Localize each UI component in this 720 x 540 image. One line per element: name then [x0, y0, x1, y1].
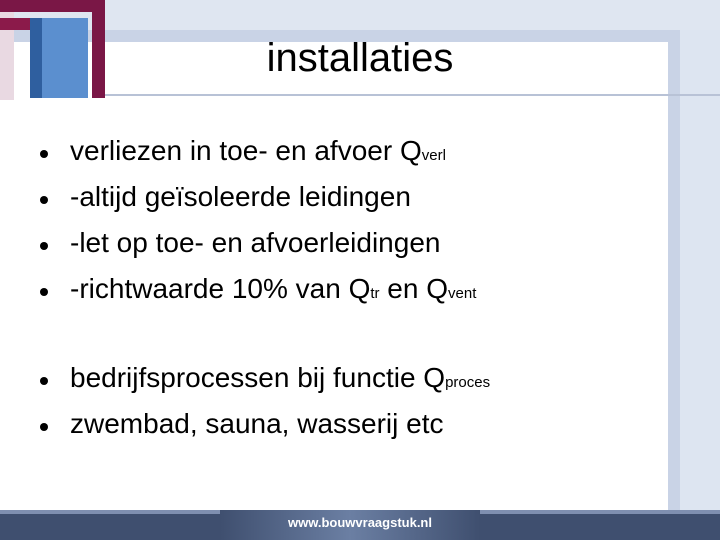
list-item-text: -richtwaarde 10% van Qtr en Qvent [70, 273, 477, 304]
bullet-icon [40, 377, 48, 385]
footer-url: www.bouwvraagstuk.nl [288, 515, 432, 530]
bullet-icon [40, 288, 48, 296]
list-item-text: zwembad, sauna, wasserij etc [70, 408, 444, 439]
bullet-icon [40, 150, 48, 158]
list-item-text: -altijd geïsoleerde leidingen [70, 181, 411, 212]
slide-title: installaties [266, 36, 454, 80]
background-band-right-inner [668, 42, 680, 510]
list-item-text: -let op toe- en afvoerleidingen [70, 227, 441, 258]
bullet-icon [40, 242, 48, 250]
list-item-text: bedrijfsprocessen bij functie Qproces [70, 362, 491, 393]
bullet-icon [40, 196, 48, 204]
bullet-icon [40, 423, 48, 431]
background-band-right [680, 30, 720, 510]
title-divider [105, 94, 720, 96]
list-item-text: verliezen in toe- en afvoer Qverl [70, 135, 446, 166]
